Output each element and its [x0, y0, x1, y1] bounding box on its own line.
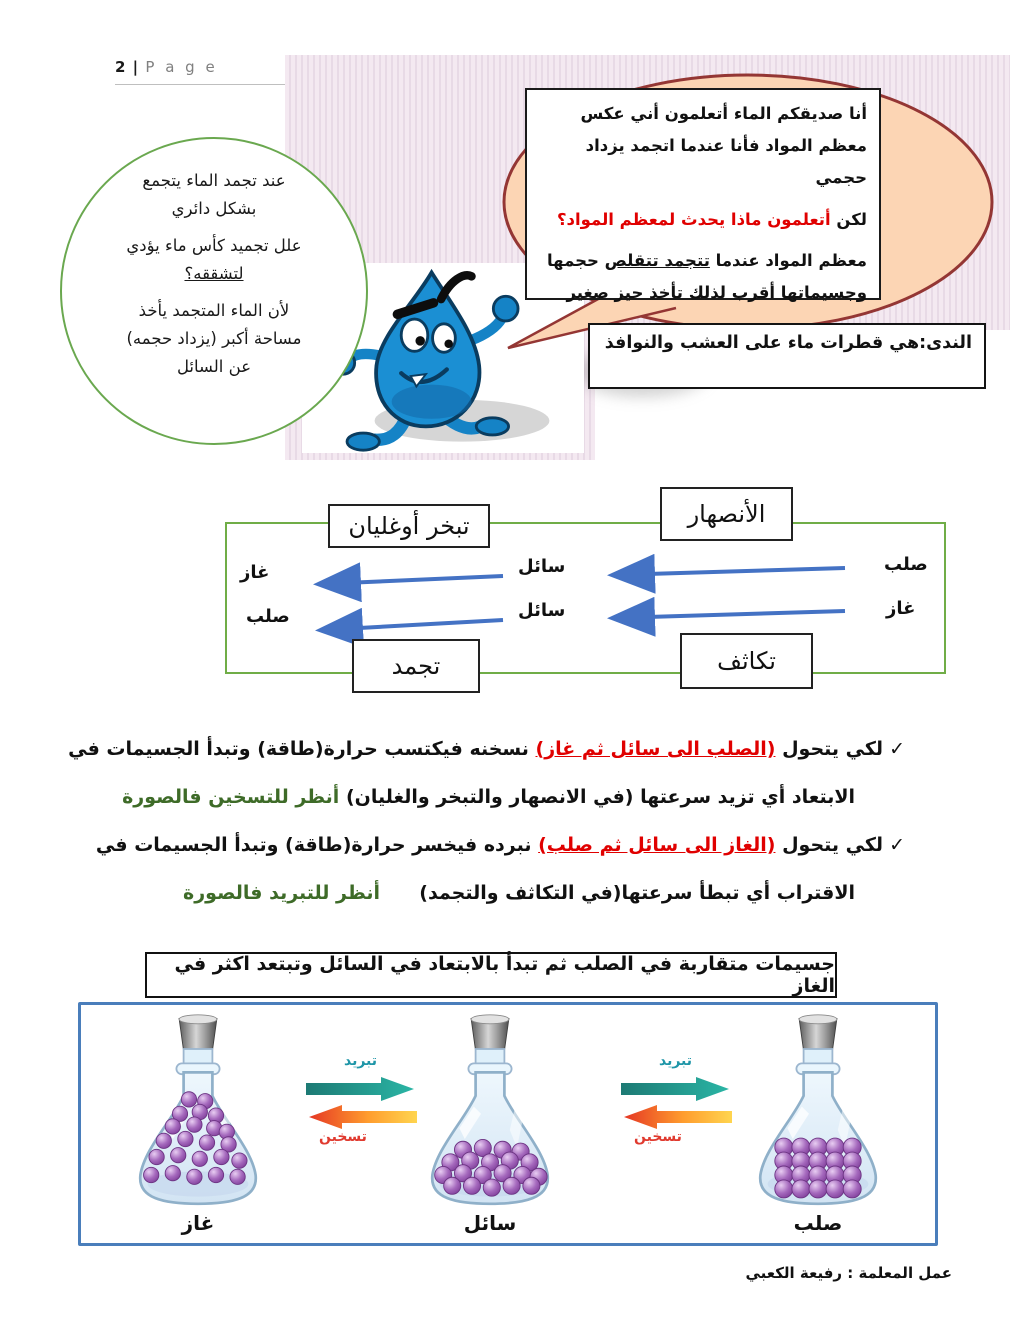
note1-b: نسخنه فيكتسب حرارة(طاقة) وتبدأ الجسيمات في — [68, 738, 536, 760]
heating-arrow-icon — [309, 1105, 417, 1129]
note2-c: الاقتراب أي تبطأ سرعتها(في التكاثف والتجمد) — [419, 882, 855, 904]
note2-a: لكي يتحول — [775, 834, 884, 856]
flask-figure — [78, 1002, 938, 1246]
cooling-arrow-icon-2 — [621, 1077, 729, 1101]
bubble-paragraph-2 — [539, 204, 867, 236]
circle-line-1: عند تجمد الماء يتجمع — [142, 171, 286, 190]
row2-liquid: سائل — [518, 600, 566, 621]
bubble-p2-black: لكن — [830, 209, 867, 229]
bubble-paragraph-1: أنا صديقكم الماء أتعلمون أني عكس معظم المواد فأنا عندما اتجمد يزداد حجمي — [580, 104, 867, 188]
header-separator: | — [126, 58, 146, 76]
cooling-arrow-icon — [306, 1077, 414, 1101]
row2-solid: صلب — [246, 606, 290, 627]
note2-green: أنظر للتبريد فالصورة — [183, 882, 381, 904]
note2-line2 — [183, 882, 855, 904]
cooling-label-2: تبريد — [659, 1053, 693, 1069]
circle-line-2: بشكل دائري — [171, 199, 257, 219]
circle-line-3: علل تجميد كأس ماء يؤدي — [126, 236, 302, 256]
row1-gas: غاز — [240, 562, 270, 583]
footer-credit: عمل المعلمة : رفيعة الكعبي — [745, 1264, 952, 1282]
page-header — [115, 58, 218, 76]
note2-b: نبرده فيخسر حرارة(طاقة) وتبدأ الجسيمات في — [95, 834, 539, 856]
page-label: P a g e — [145, 58, 218, 76]
diagram-label-condensation: تكاثف — [680, 633, 813, 689]
diagram-label-freezing: تجمد — [352, 639, 480, 693]
note1-c: الابتعاد أي تزيد سرعتها (في الانصهار والتبخر والغليان) — [339, 786, 855, 808]
note2-red: (الغاز الى سائل ثم صلب) — [538, 834, 776, 856]
bubble-p3-after: حجمها وجسيماتها أقرب لذلك تأخذ حيز صغير — [546, 250, 867, 302]
row1-liquid: سائل — [518, 556, 566, 577]
check-icon: ✓ — [889, 738, 905, 760]
check-icon-2: ✓ — [889, 834, 905, 856]
bubble-p3-underlined: تتجمد تتقلص — [604, 250, 710, 270]
liquid-flask-label: سائل — [463, 1211, 517, 1235]
row1-solid: صلب — [884, 554, 928, 575]
heating-label-2: تسخين — [634, 1129, 682, 1145]
bubble-p2-red: أتعلمون ماذا يحدث لمعظم المواد؟ — [556, 209, 831, 229]
note1-line1 — [68, 738, 905, 760]
note2-line1 — [96, 834, 905, 856]
note1-green: أنظر للتسخين فالصورة — [122, 786, 340, 808]
note1-a: لكي يتحول — [775, 738, 884, 760]
speech-bubble-text-box — [525, 88, 881, 300]
note1-line2 — [122, 786, 855, 808]
circle-line-6: مساحة أكبر (يزداد حجمه) — [126, 329, 302, 349]
heating-label-1: تسخين — [319, 1129, 367, 1145]
flask-figure-graphic — [81, 1005, 935, 1243]
diagram-label-melting: الأنصهار — [660, 487, 793, 541]
gas-flask-label: غاز — [181, 1211, 215, 1235]
bubble-p3-before: معظم المواد عندما — [709, 250, 867, 270]
page-number: 2 — [115, 58, 127, 76]
solid-flask-label: صلب — [793, 1211, 843, 1235]
row2-gas: غاز — [886, 598, 916, 619]
header-rule — [115, 84, 290, 85]
dew-definition-box: الندى:هي قطرات ماء على العشب والنوافذ — [588, 323, 986, 389]
bubble-paragraph-3 — [539, 245, 867, 309]
thought-circle — [60, 137, 368, 445]
note1-red: (الصلب الى سائل ثم غاز) — [535, 738, 776, 760]
heating-arrow-icon-2 — [624, 1105, 732, 1129]
diagram-label-evaporation: تبخر أوغليان — [328, 504, 490, 548]
circle-line-7: عن السائل — [176, 357, 252, 377]
cooling-label-1: تبريد — [344, 1053, 378, 1069]
particles-banner: جسيمات متقاربة في الصلب ثم تبدأ بالابتعاد في السائل وتبتعد اكثر في الغاز — [145, 952, 837, 998]
circle-line-4: لتشققه؟ — [184, 264, 244, 284]
circle-line-5: لأن الماء المتجمد يأخذ — [138, 301, 290, 321]
